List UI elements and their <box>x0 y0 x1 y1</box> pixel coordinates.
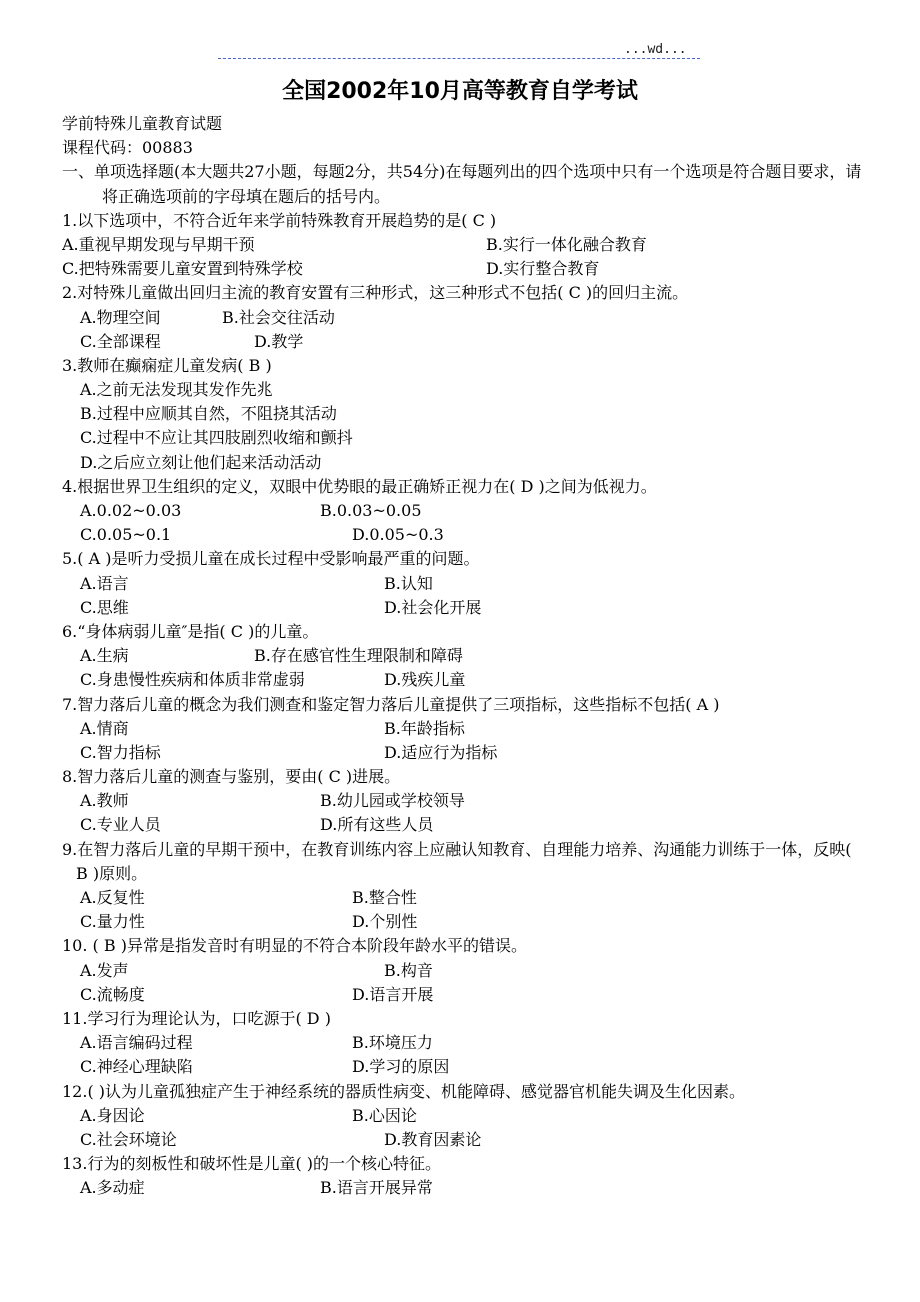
option-c: C.社会环境论 <box>80 1129 177 1149</box>
option-a: A.教师 <box>80 791 129 811</box>
question-7: 7.智力落后儿童的概念为我们测查和鉴定智力落后儿童提供了三项指标，这些指标不包括( A ) <box>62 694 720 714</box>
options-row <box>62 572 862 596</box>
option-c: C.过程中不应让其四肢剧烈收缩和颤抖 <box>80 428 353 448</box>
option-d: D.教育因素论 <box>384 1129 482 1149</box>
option-d: D.语言开展 <box>352 984 434 1004</box>
options-row <box>62 1104 862 1128</box>
option-d: D.教学 <box>254 331 304 351</box>
question-2: 2.对特殊儿童做出回归主流的教育安置有三种形式，这三种形式不包括( C )的回归主流。 <box>62 283 689 303</box>
option-a: A.生病 <box>80 646 129 666</box>
question-9: 9.在智力落后儿童的早期干预中，在教育训练内容上应融认知教育、自理能力培养、沟通能力训练于一体，反映( B )原则。 <box>62 839 852 883</box>
question-12: 12.( )认为儿童孤独症产生于神经系统的器质性病变、机能障碍、感觉器官机能失调及生化因素。 <box>62 1081 746 1101</box>
option-b: B.实行一体化融合教育 <box>486 234 647 254</box>
options-row <box>62 306 862 330</box>
options-row <box>62 910 862 934</box>
option-c: C.把特殊需要儿童安置到特殊学校 <box>62 259 303 279</box>
options-row <box>62 959 862 983</box>
options-row <box>62 813 862 837</box>
options-row <box>62 1031 862 1055</box>
option-c: C.量力性 <box>80 912 145 932</box>
option-c: C.0.05~0.1 <box>80 525 172 545</box>
option-d: D.社会化开展 <box>384 597 482 617</box>
option-c: C.流畅度 <box>80 984 145 1004</box>
option-c: C.全部课程 <box>80 331 161 351</box>
option-d: D.适应行为指标 <box>384 742 498 762</box>
option-c: C.思维 <box>80 597 129 617</box>
question-1: 1.以下选项中，不符合近年来学前特殊教育开展趋势的是( C ) <box>62 210 497 230</box>
options-row <box>62 741 862 765</box>
options-row <box>62 378 862 402</box>
option-a: A.物理空间 <box>80 307 161 327</box>
option-a: A.0.02~0.03 <box>80 501 182 521</box>
options-row <box>62 668 862 692</box>
option-b: B.语言开展异常 <box>320 1178 433 1198</box>
options-row <box>62 257 862 281</box>
options-row <box>62 596 862 620</box>
option-b: B.社会交往活动 <box>222 307 335 327</box>
question-10: 10. ( B )异常是指发音时有明显的不符合本阶段年龄水平的错误。 <box>62 936 527 956</box>
option-d: D.0.05~0.3 <box>352 525 444 545</box>
option-a: A.发声 <box>80 960 129 980</box>
option-c: C.身患慢性疾病和体质非常虚弱 <box>80 670 305 690</box>
option-b: B.心因论 <box>352 1105 417 1125</box>
option-b: B.过程中应顺其自然，不阻挠其活动 <box>80 404 337 424</box>
option-b: B.认知 <box>384 573 433 593</box>
options-row <box>62 983 862 1007</box>
subject-line: 学前特殊儿童教育试题 <box>62 114 223 133</box>
options-row <box>62 1128 862 1152</box>
option-c: C.神经心理缺陷 <box>80 1057 193 1077</box>
question-3: 3.教师在癫痫症儿童发病( B ) <box>62 355 272 375</box>
option-d: D.学习的原因 <box>352 1057 450 1077</box>
question-8: 8.智力落后儿童的测查与鉴别，要由( C )进展。 <box>62 767 401 787</box>
option-a: A.多动症 <box>80 1178 145 1198</box>
options-row <box>62 426 862 450</box>
option-b: B.年龄指标 <box>384 718 465 738</box>
question-11: 11.学习行为理论认为，口吃源于( D ) <box>62 1009 331 1028</box>
option-b: B.环境压力 <box>352 1033 433 1053</box>
options-row <box>62 1176 862 1200</box>
option-b: B.幼儿园或学校领导 <box>320 791 465 811</box>
option-a: A.之前无法发现其发作先兆 <box>80 380 273 400</box>
option-b: B.存在感官性生理限制和障碍 <box>254 646 463 666</box>
option-a: A.情商 <box>80 718 129 738</box>
options-row <box>62 523 862 547</box>
option-d: D.所有这些人员 <box>320 815 434 835</box>
question-5: 5.( A )是听力受损儿童在成长过程中受影响最严重的问题。 <box>62 549 480 569</box>
option-b: B.构音 <box>384 960 433 980</box>
option-c: C.智力指标 <box>80 742 161 762</box>
question-4: 4.根据世界卫生组织的定义，双眼中优势眼的最正确矫正视力在( D )之间为低视力。 <box>62 476 657 496</box>
option-d: D.实行整合教育 <box>486 259 600 279</box>
options-row <box>62 717 862 741</box>
options-row <box>62 644 862 668</box>
option-a: A.语言 <box>80 573 129 593</box>
option-d: D.残疾儿童 <box>384 670 466 690</box>
options-row <box>62 451 862 475</box>
page-title: 全国2002年10月高等教育自学考试 <box>282 79 638 104</box>
options-row <box>62 499 862 523</box>
option-a: A.身因论 <box>80 1105 145 1125</box>
option-a: A.重视早期发现与早期干预 <box>62 234 255 254</box>
question-13: 13.行为的刻板性和破坏性是儿童( )的一个核心特征。 <box>62 1154 442 1174</box>
option-b: B.整合性 <box>352 888 417 908</box>
question-6: 6.“身体病弱儿童″是指( C )的儿童。 <box>62 621 319 641</box>
option-d: D.个别性 <box>352 912 418 932</box>
options-row <box>62 233 862 257</box>
header-divider <box>218 58 700 59</box>
options-row <box>62 330 862 354</box>
course-code-line: 课程代码：00883 <box>62 138 193 158</box>
option-c: C.专业人员 <box>80 815 161 835</box>
options-row <box>62 1055 862 1079</box>
options-row <box>62 402 862 426</box>
section-heading: 一、单项选择题(本大题共27小题，每题2分，共54分)在每题列出的四个选项中只有一个选项是符合题目要求，请将正确选项前的字母填在题后的括号内。 <box>62 162 862 206</box>
option-a: A.反复性 <box>80 888 145 908</box>
option-a: A.语言编码过程 <box>80 1033 193 1053</box>
options-row <box>62 789 862 813</box>
option-b: B.0.03~0.05 <box>320 501 422 521</box>
header-mark: ...wd... <box>624 42 687 57</box>
document-body <box>62 112 862 1201</box>
options-row <box>62 886 862 910</box>
option-d: D.之后应立刻让他们起来活动活动 <box>80 452 322 472</box>
